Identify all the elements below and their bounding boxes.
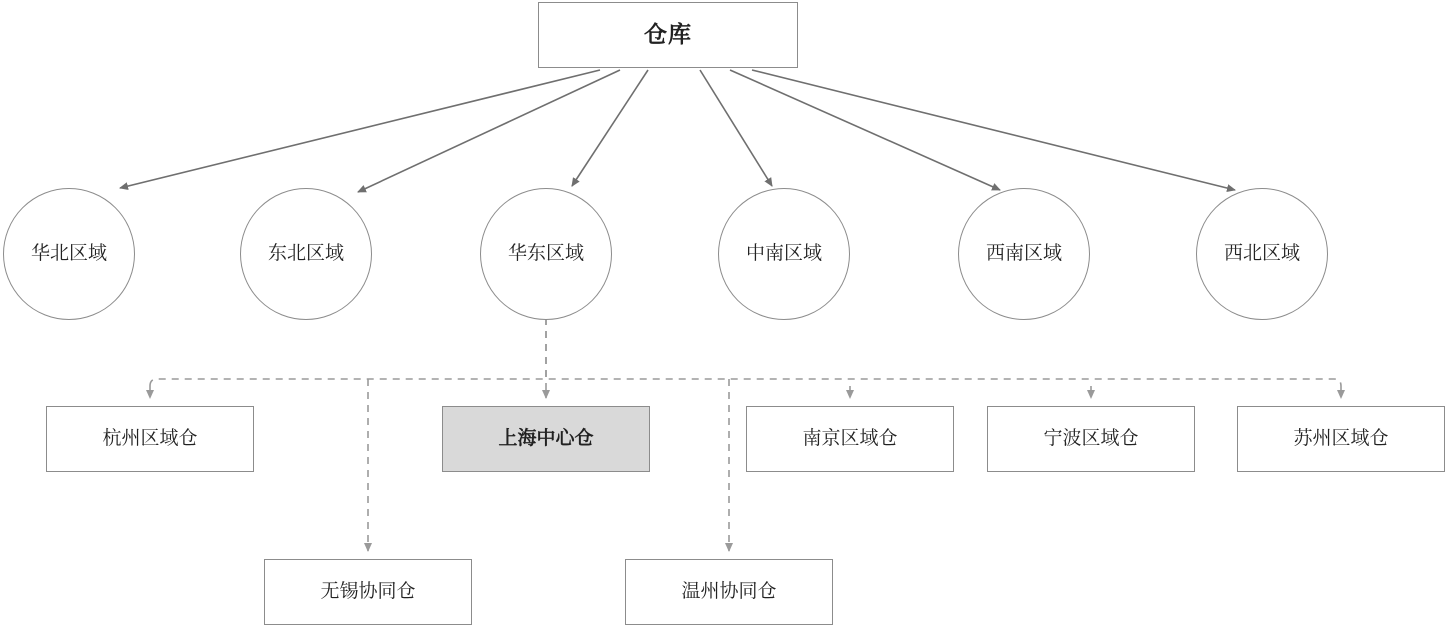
node-region-huabei-label: 华北区域 (30, 242, 107, 264)
node-subwarehouse-wenzhou[interactable] (625, 559, 833, 625)
node-region-huadong-label: 华东区域 (507, 242, 584, 264)
node-region-dongbei[interactable] (240, 188, 372, 320)
edge-root-xibei (752, 70, 1235, 190)
node-warehouse-nanjing[interactable] (746, 406, 954, 472)
edge-root-zhongnan (700, 70, 772, 186)
node-warehouse-suzhou[interactable] (1237, 406, 1445, 472)
node-region-huabei[interactable] (3, 188, 135, 320)
node-warehouse-hangzhou-label: 杭州区域仓 (102, 427, 198, 449)
node-root-warehouse[interactable] (538, 2, 798, 68)
node-region-huadong[interactable] (480, 188, 612, 320)
node-region-xinan-label: 西南区域 (985, 242, 1062, 264)
node-warehouse-nanjing-label: 南京区域仓 (802, 427, 898, 449)
node-subwarehouse-wuxi[interactable] (264, 559, 472, 625)
node-region-zhongnan-label: 中南区域 (745, 242, 822, 264)
edge-root-huadong (572, 70, 648, 186)
node-warehouse-ningbo-label: 宁波区域仓 (1043, 427, 1139, 449)
root-to-region-edges (120, 70, 1235, 192)
node-region-xinan[interactable] (958, 188, 1090, 320)
node-region-xibei-label: 西北区域 (1223, 242, 1300, 264)
node-subwarehouse-wenzhou-label: 温州协同仓 (681, 580, 777, 602)
node-warehouse-ningbo[interactable] (987, 406, 1195, 472)
node-warehouse-suzhou-label: 苏州区域仓 (1293, 427, 1389, 449)
edge-root-dongbei (358, 70, 620, 192)
edge-root-huabei (120, 70, 600, 188)
node-warehouse-hangzhou[interactable] (46, 406, 254, 472)
node-region-dongbei-label: 东北区域 (267, 242, 344, 264)
node-region-xibei[interactable] (1196, 188, 1328, 320)
node-warehouse-shanghai[interactable] (442, 406, 650, 472)
edge-root-xinan (730, 70, 1000, 190)
node-warehouse-shanghai-label: 上海中心仓 (498, 427, 594, 449)
node-root-label: 仓库 (644, 21, 692, 48)
node-region-zhongnan[interactable] (718, 188, 850, 320)
node-subwarehouse-wuxi-label: 无锡协同仓 (320, 580, 416, 602)
edge-warehouse-bus (150, 379, 1341, 386)
